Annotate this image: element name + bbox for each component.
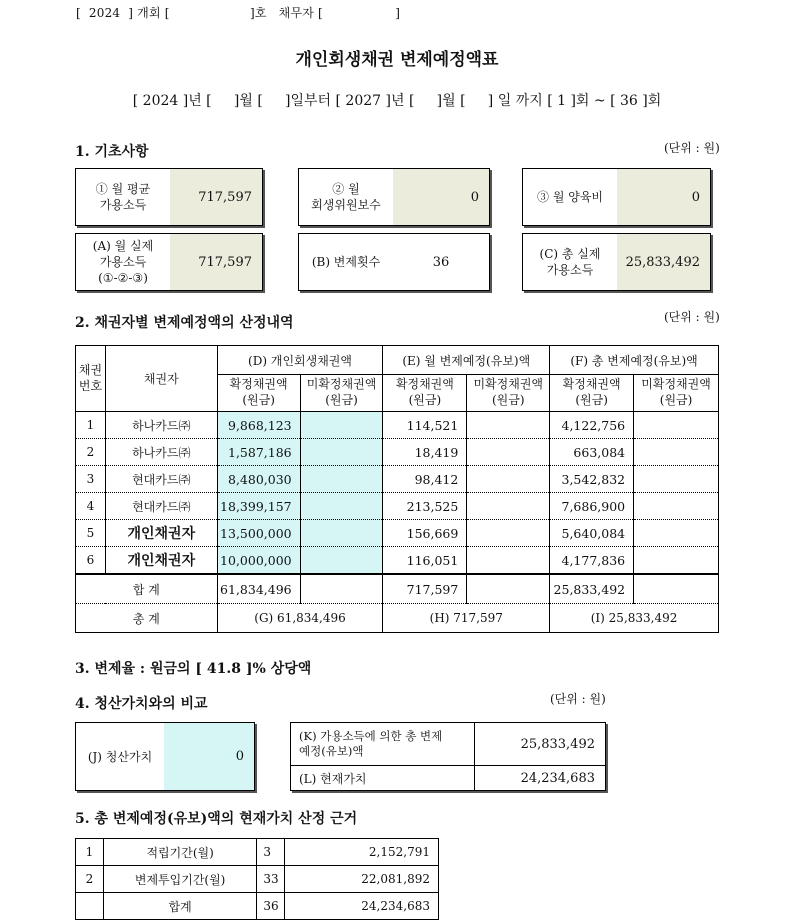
box-value: 36 <box>393 234 489 290</box>
total-row <box>76 604 719 633</box>
l-label: (L) 현재가치 <box>291 766 475 790</box>
section4-unit: (단위 : 원) <box>550 692 606 706</box>
table-row <box>76 466 719 493</box>
row-d-confirmed: 8,480,030 <box>217 466 300 493</box>
row-d-confirmed: 13,500,000 <box>217 520 300 547</box>
pv-no <box>76 893 104 920</box>
section2-heading: 2. 채권자별 변제예정액의 산정내역 <box>75 315 294 331</box>
section1-heading: 1. 기초사항 <box>75 144 149 160</box>
section1-unit: (단위 : 원) <box>664 141 720 155</box>
row-no: 3 <box>76 466 106 493</box>
box-value: 717,597 <box>170 234 262 290</box>
box-value: 0 <box>617 169 710 225</box>
pv-no: 1 <box>76 839 104 866</box>
row-d-confirmed: 9,868,123 <box>217 412 300 439</box>
row-e-unconfirmed <box>467 493 550 520</box>
total-g: (G) 61,834,496 <box>217 604 383 633</box>
row-e-confirmed: 156,669 <box>383 520 467 547</box>
total-h: (H) 717,597 <box>383 604 550 633</box>
header-f-unconfirmed: 미확정채권액 (원금) <box>634 375 719 412</box>
row-f-confirmed: 4,177,836 <box>550 547 634 575</box>
row-e-unconfirmed <box>467 412 550 439</box>
row-d-unconfirmed <box>300 493 383 520</box>
table-row <box>76 839 439 866</box>
row-no: 4 <box>76 493 106 520</box>
header-d-unconfirmed: 미확정채권액 (원금) <box>300 375 383 412</box>
pv-label: 합계 <box>103 893 256 920</box>
table-row <box>76 547 719 575</box>
basic-box-child-support <box>522 168 711 226</box>
row-d-unconfirmed <box>300 547 383 575</box>
basic-box-total-income <box>522 233 711 291</box>
basic-box-repay-count <box>298 233 490 291</box>
section4-heading: 4. 청산가치와의 비교 <box>75 696 208 712</box>
sum-f-confirmed: 25,833,492 <box>550 574 634 604</box>
row-f-unconfirmed <box>634 439 719 466</box>
repayment-period: [ 2024 ]년 [ ]월 [ ]일부터 [ 2027 ]년 [ ]월 [ ] 일 까지 [ 1 ]회 ~ [ 36 ]회 <box>132 93 662 109</box>
basic-box-actual-income <box>75 233 263 291</box>
row-e-confirmed: 213,525 <box>383 493 467 520</box>
pv-months: 33 <box>257 866 285 893</box>
pv-amount: 2,152,791 <box>285 839 439 866</box>
total-label: 총 계 <box>76 604 218 633</box>
row-d-unconfirmed <box>300 439 383 466</box>
row-creditor: 하나카드㈜ <box>105 439 217 466</box>
box-label: ③ 월 양육비 <box>537 189 603 204</box>
row-f-confirmed: 5,640,084 <box>550 520 634 547</box>
total-i: (I) 25,833,492 <box>550 604 719 633</box>
row-f-unconfirmed <box>634 466 719 493</box>
row-creditor: 하나카드㈜ <box>105 412 217 439</box>
basic-box-avg-income <box>75 168 263 226</box>
row-e-unconfirmed <box>467 547 550 575</box>
row-f-unconfirmed <box>634 493 719 520</box>
table-row <box>76 520 719 547</box>
row-no: 2 <box>76 439 106 466</box>
box-label: ② 월 회생위원보수 <box>311 181 381 212</box>
row-creditor: 개인채권자 <box>105 547 217 575</box>
liquidation-value-box <box>75 722 255 791</box>
row-d-unconfirmed <box>300 466 383 493</box>
row-f-confirmed: 4,122,756 <box>550 412 634 439</box>
row-f-unconfirmed <box>634 412 719 439</box>
j-label: (J) 청산가치 <box>87 750 153 764</box>
case-number-line: [ 2024 ] 개회 [ ]호 채무자 [ ] <box>76 6 401 20</box>
table-row <box>76 866 439 893</box>
table-row <box>76 439 719 466</box>
row-e-unconfirmed <box>467 439 550 466</box>
section3-heading: 3. 변제율 : 원금의 [ 41.8 ]% 상당액 <box>75 661 312 677</box>
row-no: 1 <box>76 412 106 439</box>
row-creditor: 현대카드㈜ <box>105 466 217 493</box>
header-e: (E) 월 변제예정(유보)액 <box>383 346 550 375</box>
box-value: 0 <box>393 169 489 225</box>
header-creditor: 채권자 <box>105 346 217 412</box>
j-value: 0 <box>164 723 254 790</box>
pv-amount: 24,234,683 <box>285 893 439 920</box>
table-row <box>76 493 719 520</box>
box-value: 25,833,492 <box>617 234 710 290</box>
table-row <box>76 412 719 439</box>
sum-label: 합 계 <box>76 574 218 604</box>
pv-label: 적립기간(월) <box>103 839 256 866</box>
row-f-confirmed: 7,686,900 <box>550 493 634 520</box>
pv-months: 36 <box>257 893 285 920</box>
row-e-unconfirmed <box>467 466 550 493</box>
page-title: 개인회생채권 변제예정액표 <box>295 50 499 70</box>
row-f-confirmed: 3,542,832 <box>550 466 634 493</box>
row-d-confirmed: 10,000,000 <box>217 547 300 575</box>
header-e-confirmed: 확정채권액 (원금) <box>383 375 467 412</box>
row-no: 5 <box>76 520 106 547</box>
row-f-unconfirmed <box>634 547 719 575</box>
section2-unit: (단위 : 원) <box>664 310 720 324</box>
present-value-table <box>75 838 439 920</box>
creditor-table <box>75 345 719 633</box>
row-e-confirmed: 116,051 <box>383 547 467 575</box>
header-d-confirmed: 확정채권액 (원금) <box>217 375 300 412</box>
basic-box-trustee-fee <box>298 168 490 226</box>
row-d-confirmed: 18,399,157 <box>217 493 300 520</box>
k-label: (K) 가용소득에 의한 총 변제 예정(유보)액 <box>291 723 475 765</box>
row-e-unconfirmed <box>467 520 550 547</box>
box-label: (B) 변제횟수 <box>311 254 381 269</box>
row-d-unconfirmed <box>300 520 383 547</box>
header-no: 채권 번호 <box>76 346 106 412</box>
row-e-confirmed: 18,419 <box>383 439 467 466</box>
row-creditor: 개인채권자 <box>105 520 217 547</box>
l-value: 24,234,683 <box>520 770 595 786</box>
row-d-unconfirmed <box>300 412 383 439</box>
pv-months: 3 <box>257 839 285 866</box>
box-label: (A) 월 실제 가용소득 (①-②-③) <box>92 238 154 286</box>
row-e-confirmed: 114,521 <box>383 412 467 439</box>
repayment-comparison-box <box>290 722 606 791</box>
row-no: 6 <box>76 547 106 575</box>
box-label: ① 월 평균 가용소득 <box>95 181 151 212</box>
pv-no: 2 <box>76 866 104 893</box>
row-f-confirmed: 663,084 <box>550 439 634 466</box>
sum-row <box>76 574 719 604</box>
k-value: 25,833,492 <box>520 736 595 752</box>
pv-amount: 22,081,892 <box>285 866 439 893</box>
section5-heading: 5. 총 변제예정(유보)액의 현재가치 산정 근거 <box>75 811 358 827</box>
row-f-unconfirmed <box>634 520 719 547</box>
header-f: (F) 총 변제예정(유보)액 <box>550 346 719 375</box>
pv-label: 변제투입기간(월) <box>103 866 256 893</box>
header-f-confirmed: 확정채권액 (원금) <box>550 375 634 412</box>
sum-e-confirmed: 717,597 <box>383 574 467 604</box>
header-e-unconfirmed: 미확정채권액 (원금) <box>467 375 550 412</box>
header-d: (D) 개인회생채권액 <box>217 346 383 375</box>
row-e-confirmed: 98,412 <box>383 466 467 493</box>
row-d-confirmed: 1,587,186 <box>217 439 300 466</box>
sum-d-confirmed: 61,834,496 <box>217 574 300 604</box>
row-creditor: 현대카드㈜ <box>105 493 217 520</box>
box-value: 717,597 <box>170 169 262 225</box>
box-label: (C) 총 실제 가용소득 <box>539 246 601 277</box>
table-row <box>76 893 439 920</box>
